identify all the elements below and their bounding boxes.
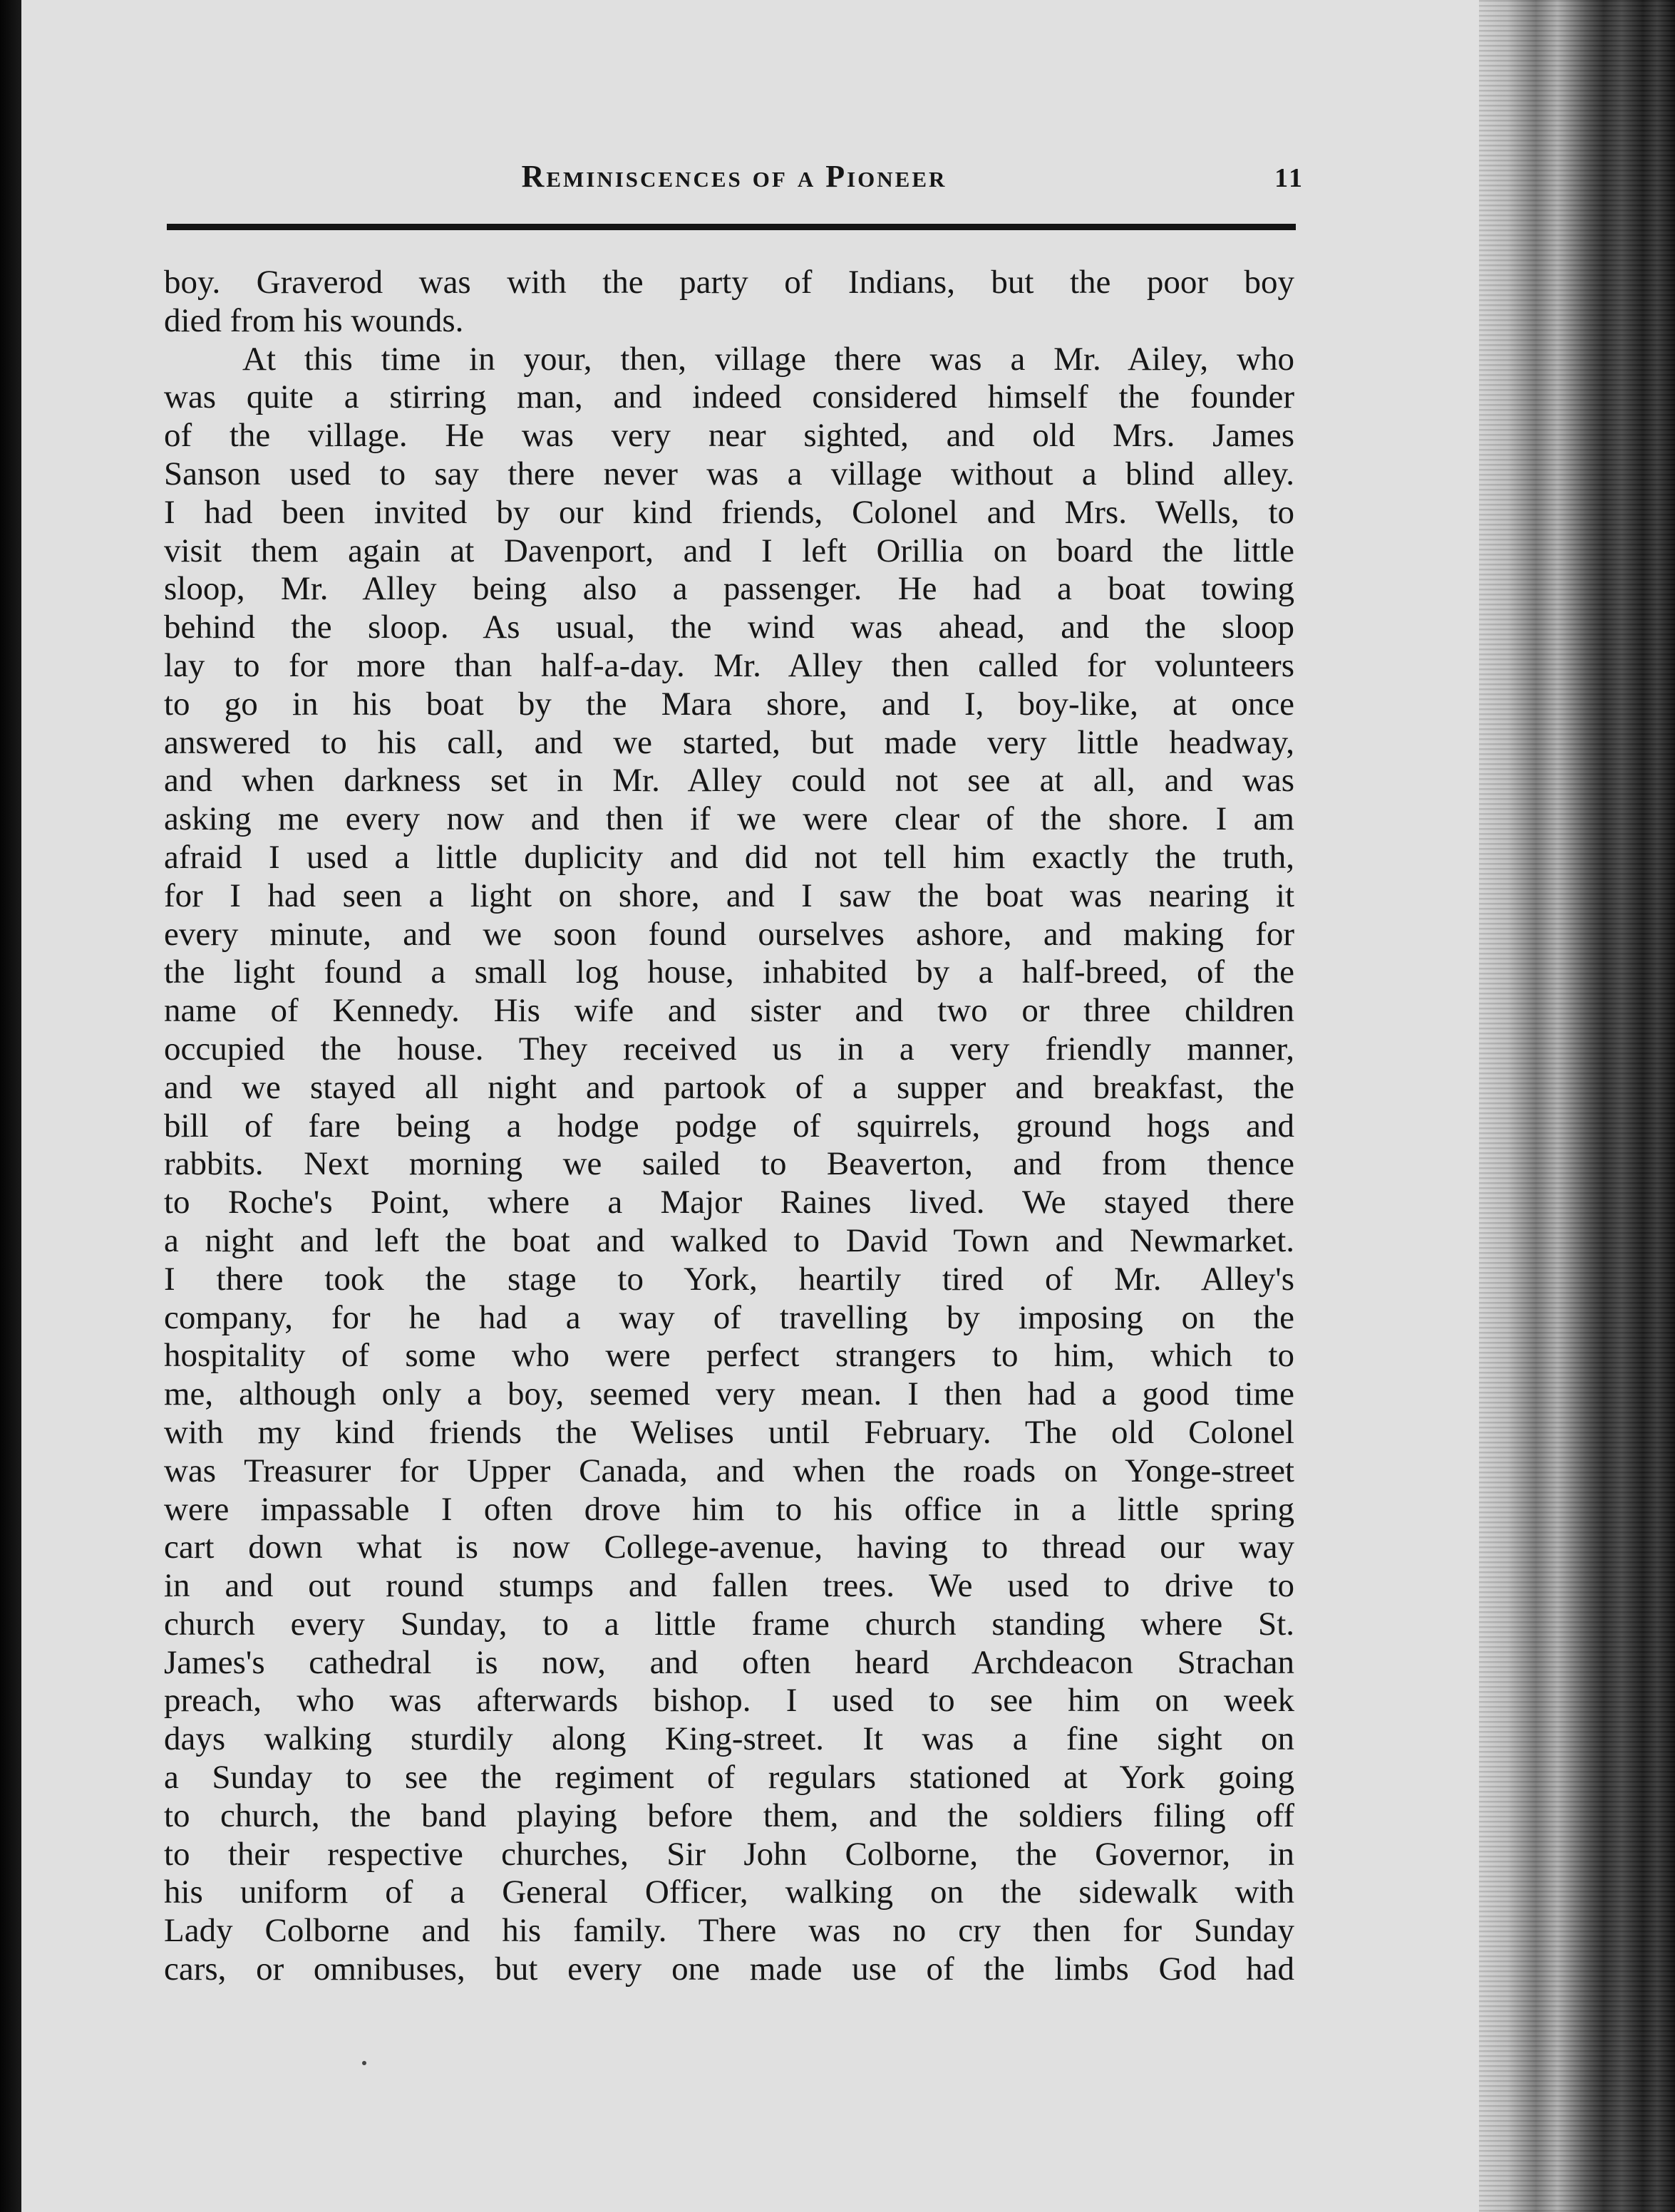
text-line: was quite a stirring man, and indeed considered himself the founder [164,378,1294,416]
scan-left-edge [0,0,21,2212]
text-line: name of Kennedy. His wife and sister and two or three children [164,992,1294,1030]
text-line: preach, who was afterwards bishop. I used to see him on week [164,1682,1294,1720]
text-line: asking me every now and then if we were clear of the shore. I am [164,800,1294,838]
text-line: his uniform of a General Officer, walking on the sidewalk with [164,1874,1294,1911]
text-line: and when darkness set in Mr. Alley could not see at all, and was [164,762,1294,800]
text-line: and we stayed all night and partook of a supper and breakfast, the [164,1068,1294,1106]
page-number: 11 [1274,163,1304,193]
page-header [164,158,1304,201]
text-line: visit them again at Davenport, and I left Orillia on board the little [164,532,1294,569]
text-line: cart down what is now College-avenue, having to thread our way [164,1529,1294,1566]
text-line: every minute, and we soon found ourselves ashore, and making for [164,915,1294,953]
header-rule [167,224,1296,230]
text-line: church every Sunday, to a little frame church standing where St. [164,1605,1294,1643]
text-line: the light found a small log house, inhabited by a half-breed, of the [164,953,1294,991]
text-line: cars, or omnibuses, but every one made use of the limbs God had [164,1950,1294,1988]
text-line: Sanson used to say there never was a village without a blind alley. [164,455,1294,492]
text-line: At this time in your, then, village there was a Mr. Ailey, who [242,340,1294,378]
text-line: company, for he had a way of travelling by imposing on the [164,1298,1294,1336]
text-line: to their respective churches, Sir John Colborne, the Governor, in [164,1835,1294,1873]
text-line: to church, the band playing before them, and the soldiers filing off [164,1797,1294,1834]
text-line: behind the sloop. As usual, the wind was ahead, and the sloop [164,609,1294,646]
text-line: sloop, Mr. Alley being also a passenger. He had a boat towing [164,570,1294,608]
text-line: were impassable I often drove him to his office in a little spring [164,1490,1294,1528]
text-line: for I had seen a light on shore, and I saw the boat was nearing it [164,877,1294,914]
book-gutter [1479,0,1675,2212]
text-line: James's cathedral is now, and often heard Archdeacon Strachan [164,1643,1294,1681]
text-line: lay to for more than half-a-day. Mr. Alley then called for volunteers [164,646,1294,684]
text-line: afraid I used a little duplicity and did not tell him exactly the truth, [164,838,1294,876]
text-line: me, although only a boy, seemed very mean. I then had a good time [164,1375,1294,1413]
text-line: died from his wounds. [164,301,464,339]
text-line: days walking sturdily along King-street. It was a fine sight on [164,1720,1294,1758]
text-line: to go in his boat by the Mara shore, and I, boy-like, at once [164,685,1294,723]
text-line: I had been invited by our kind friends, Colonel and Mrs. Wells, to [164,493,1294,531]
text-line: occupied the house. They received us in a very friendly manner, [164,1030,1294,1068]
text-line: in and out round stumps and fallen trees. We used to drive to [164,1567,1294,1605]
text-line: I there took the stage to York, heartily tired of Mr. Alley's [164,1260,1294,1298]
text-line: was Treasurer for Upper Canada, and when the roads on Yonge-street [164,1452,1294,1489]
text-line: boy. Graverod was with the party of Indians, but the poor boy [164,264,1294,301]
ink-speck [362,2061,366,2065]
text-line: a Sunday to see the regiment of regulars stationed at York going [164,1759,1294,1797]
text-line: bill of fare being a hodge podge of squirrels, ground hogs and [164,1107,1294,1144]
text-line: Lady Colborne and his family. There was no cry then for Sunday [164,1912,1294,1950]
running-title: Reminiscences of a Pioneer [521,159,947,194]
text-line: to Roche's Point, where a Major Raines lived. We stayed there [164,1184,1294,1221]
body-text [164,264,1294,1989]
text-line: rabbits. Next morning we sailed to Beaverton, and from thence [164,1145,1294,1183]
text-line: with my kind friends the Welises until February. The old Colonel [164,1413,1294,1451]
text-line: answered to his call, and we started, but made very little headway, [164,723,1294,761]
text-line: hospitality of some who were perfect strangers to him, which to [164,1337,1294,1375]
text-line: a night and left the boat and walked to David Town and Newmarket. [164,1221,1294,1259]
text-line: of the village. He was very near sighted, and old Mrs. James [164,417,1294,455]
